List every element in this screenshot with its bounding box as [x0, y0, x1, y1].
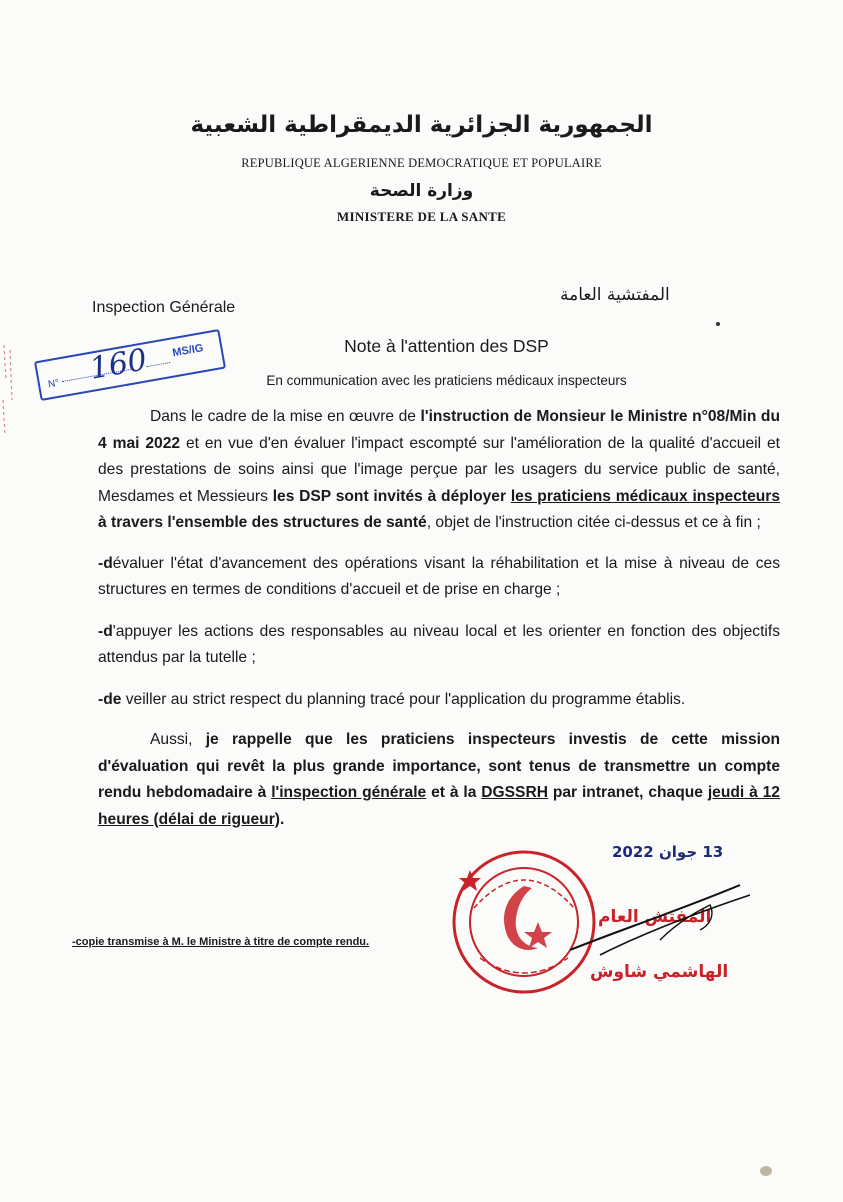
note-body — [98, 404, 780, 833]
paragraph-1: Dans le cadre de la mise en œuvre de l'instruction de Monsieur le Ministre n°08/Min du 4 mai 2022 et en vue d'en évaluer l'impact escompté sur l'amélioration de la qualité d'accueil et des prestations de soins ainsi que l'image perçue par les usagers du service public de santé, Mesdames et Messieurs les DSP sont invités à déployer les praticiens médicaux inspecteurs à travers l'ensemble des structures de santé, objet de l'instruction citée ci-dessus et ce à fin ; — [98, 408, 781, 531]
note-title: Note à l'attention des DSP — [344, 336, 549, 356]
stamp-suffix: MS/IG — [171, 342, 205, 360]
signatory-title: المفتش العام — [598, 907, 712, 927]
stamp-prefix: N° — [47, 377, 61, 391]
date-stamp: 13 جوان 2022 — [612, 843, 724, 861]
ministry-name-arabic: وزارة الصحة — [369, 181, 474, 201]
paragraph-3: -d'appuyer les actions des responsables au niveau local et les orienter en fonction des objectifs attendus par la tutelle ; — [98, 622, 780, 666]
copy-note: -copie transmise à M. le Ministre à titre de compte rendu. — [72, 936, 370, 948]
note-subtitle: En communication avec les praticiens médicaux inspecteurs — [266, 373, 627, 388]
ministry-name-french: MINISTERE DE LA SANTE — [336, 209, 507, 224]
signature-scribble-icon — [560, 880, 760, 970]
country-name-french: REPUBLIQUE ALGERIENNE DEMOCRATIQUE ET POPULAIRE — [241, 156, 602, 170]
reference-number: 160 — [87, 342, 150, 387]
decorative-dot — [716, 322, 720, 326]
signatory-name: الهاشمي شاوش — [590, 962, 729, 982]
paragraph-4: -de veiller au strict respect du planning tracé pour l'application du programme établis. — [98, 690, 686, 708]
paragraph-2: -dévaluer l'état d'avancement des opérations visant la réhabilitation et la mise à niveau de ces structures en termes de conditions d'accueil et de prise en charge ; — [98, 554, 780, 598]
paragraph-5: Aussi, je rappelle que les praticiens inspecteurs investis de cette mission d'évaluation qui revêt la plus grande importance, sont tenus de transmettre un compte rendu hebdomadaire à l'inspection générale et à la DGSSRH par intranet, chaque jeudi à 12 heures (délai de rigueur). — [98, 731, 780, 828]
department-french: Inspection Générale — [92, 299, 236, 316]
paper-smudge — [760, 1166, 772, 1176]
country-name-arabic: الجمهورية الجزائرية الديمقراطية الشعبية — [190, 112, 653, 138]
department-arabic: المفتشية العامة — [560, 285, 670, 305]
